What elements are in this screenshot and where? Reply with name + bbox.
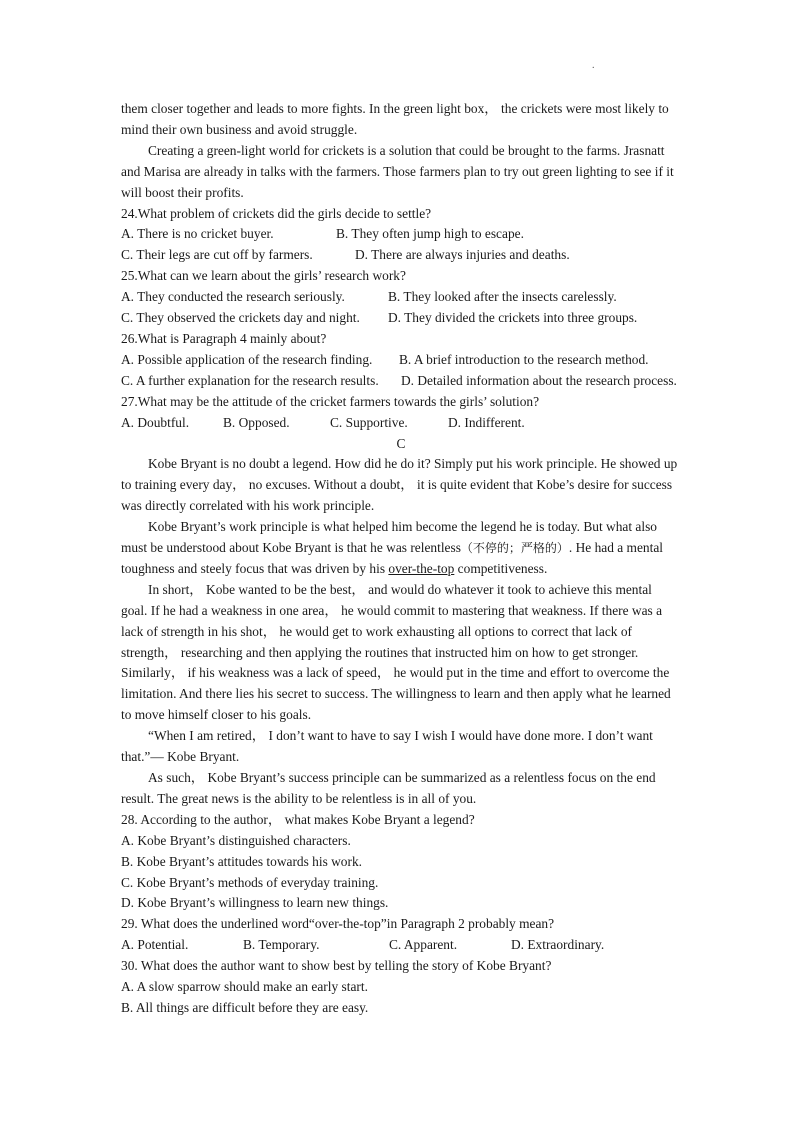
passage-c-paragraph-2 [121,517,681,580]
option-a: A. They conducted the research seriously. [121,289,345,305]
question-24-options [121,224,681,245]
passage-c-paragraph-4: “When I am retired， I don’t want to have to say I wish I would have done more. I don’t want that.”— Kobe Bryant. [121,728,653,765]
option-a: A. Potential. [121,937,189,953]
option-c: C. Kobe Bryant’s methods of everyday training. [121,874,379,890]
header-mark: . [592,60,595,71]
question-25-options [121,308,681,329]
paragraph-text: competitiveness. [454,560,548,576]
paragraph-text: Kobe Bryant’s work principle is what helped him become the legend he is today. But what also must be understood about Kobe Bryant is that he was relentless [121,519,657,556]
question-26-stem: 26.What is Paragraph 4 mainly about? [121,330,327,346]
question-25-options [121,287,681,308]
option-c: C. Their legs are cut off by farmers. [121,247,313,263]
underlined-word: over-the-top [388,560,455,576]
paragraph-text: . He had a mental toughness and steely focus that was driven by his [121,540,663,576]
option-b: B. Temporary. [243,937,320,953]
option-d: D. They divided the crickets into three groups. [388,310,638,326]
option-d: D. There are always injuries and deaths. [355,247,570,263]
option-a: A. Possible application of the research finding. [121,351,373,367]
question-30-stem: 30. What does the author want to show best by telling the story of Kobe Bryant? [121,958,552,974]
exam-page [121,99,681,1019]
option-b: B. A brief introduction to the research method. [399,351,649,367]
question-24-options [121,245,681,266]
option-c: C. A further explanation for the research results. [121,372,379,388]
option-d: D. Extraordinary. [511,937,605,953]
passage-c-paragraph-1: Kobe Bryant is no doubt a legend. How did he do it? Simply put his work principle. He showed up to training every day， no excuses. Without a doubt， it is quite evident that Kobe’s desire for success was directly correlated with his work principle. [121,456,678,514]
question-26-options [121,371,681,392]
option-b: B. They often jump high to escape. [336,226,524,242]
option-c: C. Supportive. [330,414,408,430]
chinese-gloss: （不停的；严格的） [460,541,569,556]
option-d: D. Kobe Bryant’s willingness to learn new things. [121,895,389,911]
passage-b-tail-paragraph: Creating a green-light world for crickets is a solution that could be brought to the farms. Jrasnatt and Marisa are already in talks with the farmers. Those farmers plan to try out green lighting to see if it will boost their profits. [121,142,674,200]
question-29-options [121,935,681,956]
option-b: B. They looked after the insects carelessly. [388,289,617,305]
option-a: A. There is no cricket buyer. [121,226,274,242]
question-29-stem: 29. What does the underlined word“over-the-top”in Paragraph 2 probably mean? [121,916,555,932]
option-d: D. Detailed information about the research process. [401,372,677,388]
question-27-stem: 27.What may be the attitude of the cricket farmers towards the girls’ solution? [121,393,540,409]
question-27-options [121,413,681,434]
option-a: A. A slow sparrow should make an early start. [121,979,368,995]
option-d: D. Indifferent. [448,414,525,430]
option-b: B. Opposed. [223,414,290,430]
option-b: B. All things are difficult before they are easy. [121,999,369,1015]
question-28-stem: 28. According to the author， what makes Kobe Bryant a legend? [121,811,475,827]
question-25-stem: 25.What can we learn about the girls’ research work? [121,268,406,284]
passage-c-paragraph-3: In short， Kobe wanted to be the best， and would do whatever it took to achieve this mental goal. If he had a weakness in one area， he would commit to mastering that weakness. If there was a lack of strength in his shot， he would get to work exhausting all options to correct that lack of strength， researching and then applying the routines that instructed him on how to get stronger. Similarly， if his weakness was a lack of speed， he would put in the time and effort to overcome the limitation. And there lies his secret to success. The willingness to learn and then apply what he learned to move himself closer to his goals. [121,581,671,723]
option-b: B. Kobe Bryant’s attitudes towards his work. [121,853,363,869]
passage-b-tail-paragraph: them closer together and leads to more fights. In the green light box， the crickets were most likely to mind their own business and avoid struggle. [121,101,669,137]
option-a: A. Doubtful. [121,414,190,430]
option-a: A. Kobe Bryant’s distinguished characters. [121,832,351,848]
option-c: C. They observed the crickets day and night. [121,310,360,326]
question-26-options [121,350,681,371]
question-24-stem: 24.What problem of crickets did the girls decide to settle? [121,205,432,221]
passage-c-paragraph-5: As such， Kobe Bryant’s success principle can be summarized as a relentless focus on the end result. The great news is the ability to be relentless is in all of you. [121,770,656,806]
option-c: C. Apparent. [389,937,458,953]
section-c-label: C [396,435,406,451]
